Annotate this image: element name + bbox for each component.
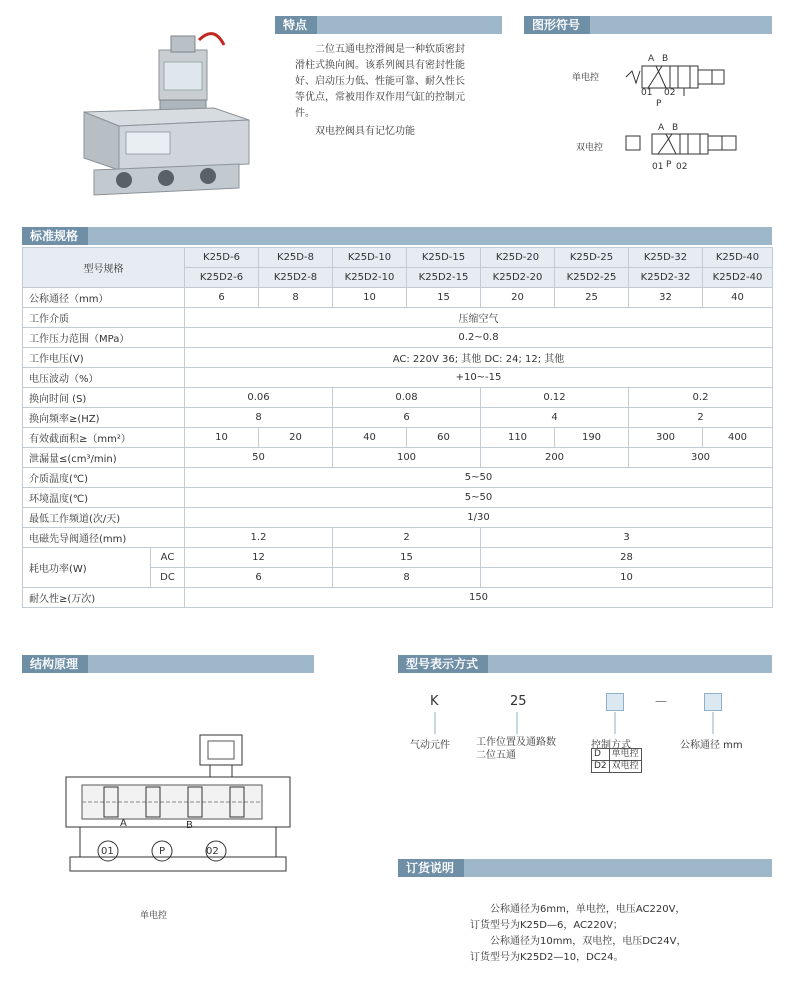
table-row bbox=[23, 508, 773, 528]
model-cell: K25D2-15 bbox=[407, 268, 481, 288]
table-cell: 6 bbox=[185, 568, 333, 588]
model-cell: K25D2-32 bbox=[629, 268, 703, 288]
features-header-bar bbox=[275, 16, 502, 34]
table-cell: 32 bbox=[629, 288, 703, 308]
table-cell: 0.06 bbox=[185, 388, 333, 408]
table-row bbox=[23, 248, 773, 268]
table-row bbox=[23, 308, 773, 328]
table-cell: 8 bbox=[333, 568, 481, 588]
spec-header-bar bbox=[22, 227, 772, 245]
row-label: 换向频率≥(HZ) bbox=[23, 408, 185, 428]
table-cell: 400 bbox=[703, 428, 773, 448]
table-cell: 4 bbox=[481, 408, 629, 428]
structure-caption: 单电控 bbox=[140, 911, 168, 921]
table-cell: 8 bbox=[259, 288, 333, 308]
model-cell: K25D2-8 bbox=[259, 268, 333, 288]
model-cell: K25D-6 bbox=[185, 248, 259, 268]
table-cell: 2 bbox=[629, 408, 773, 428]
row-label: 公称通径（mm） bbox=[23, 288, 185, 308]
table-cell: 15 bbox=[333, 548, 481, 568]
table-cell: 10 bbox=[481, 568, 773, 588]
features-text bbox=[295, 42, 505, 140]
single-port-b: B bbox=[662, 54, 669, 64]
row-label: 介质温度(℃) bbox=[23, 468, 185, 488]
model-cell: K25D-20 bbox=[481, 248, 555, 268]
row-label: 电磁先导阀通径(mm) bbox=[23, 528, 185, 548]
model-code-header-bar bbox=[398, 655, 772, 673]
table-cell: 8 bbox=[185, 408, 333, 428]
table-cell: 6 bbox=[185, 288, 259, 308]
order-line: 订货型号为K25D2—10，DC24。 bbox=[470, 952, 624, 963]
code-k: K bbox=[430, 694, 439, 709]
table-cell: 1/30 bbox=[185, 508, 773, 528]
table-cell: 0.2 bbox=[629, 388, 773, 408]
table-cell: 5~50 bbox=[185, 468, 773, 488]
table-row bbox=[23, 488, 773, 508]
row-label: 耐久性≥(万次) bbox=[23, 588, 185, 608]
spec-title: 标准规格 bbox=[22, 227, 88, 245]
model-label: 型号规格 bbox=[23, 248, 185, 288]
table-cell: +10~-15 bbox=[185, 368, 773, 388]
structure-header-bar bbox=[22, 655, 314, 673]
single-port-02: 02 bbox=[664, 88, 676, 98]
control-table bbox=[591, 748, 642, 773]
single-control-symbol bbox=[622, 52, 772, 110]
sub-label: AC bbox=[151, 548, 185, 568]
table-cell: 60 bbox=[407, 428, 481, 448]
table-row bbox=[23, 408, 773, 428]
table-row bbox=[592, 761, 642, 773]
valve-product-image bbox=[64, 20, 264, 200]
single-control-label: 单电控 bbox=[572, 73, 600, 83]
control-title: 控制方式 bbox=[591, 740, 631, 751]
code-dash: — bbox=[655, 694, 667, 708]
table-row bbox=[23, 388, 773, 408]
row-label: 耗电功率(W) bbox=[23, 548, 151, 588]
model-cell: K25D2-6 bbox=[185, 268, 259, 288]
table-row bbox=[23, 448, 773, 468]
table-row bbox=[23, 548, 773, 568]
structure-port-p: P bbox=[159, 846, 166, 857]
table-cell: 300 bbox=[629, 448, 773, 468]
table-cell: 6 bbox=[333, 408, 481, 428]
table-cell: 300 bbox=[629, 428, 703, 448]
double-port-b: B bbox=[672, 123, 679, 133]
control-code: D bbox=[592, 749, 610, 761]
table-cell: 5~50 bbox=[185, 488, 773, 508]
table-cell: 40 bbox=[703, 288, 773, 308]
double-control-symbol bbox=[622, 130, 772, 170]
model-cell: K25D2-40 bbox=[703, 268, 773, 288]
table-cell: 40 bbox=[333, 428, 407, 448]
row-label: 最低工作频道(次/天) bbox=[23, 508, 185, 528]
table-cell: AC: 220V 36; 其他 DC: 24; 12; 其他 bbox=[185, 348, 773, 368]
model-cell: K25D2-25 bbox=[555, 268, 629, 288]
double-port-a: A bbox=[658, 123, 665, 133]
model-cell: K25D-40 bbox=[703, 248, 773, 268]
table-cell: 15 bbox=[407, 288, 481, 308]
model-code-connectors bbox=[400, 712, 730, 738]
structure-title: 结构原理 bbox=[22, 655, 88, 673]
model-code-title: 型号表示方式 bbox=[398, 655, 488, 673]
features-line: 件。 bbox=[295, 108, 315, 119]
table-cell: 3 bbox=[481, 528, 773, 548]
table-cell: 200 bbox=[481, 448, 629, 468]
table-cell: 压缩空气 bbox=[185, 308, 773, 328]
row-label: 电压波动（%） bbox=[23, 368, 185, 388]
model-cell: K25D-25 bbox=[555, 248, 629, 268]
order-title: 订货说明 bbox=[398, 859, 464, 877]
table-cell: 10 bbox=[333, 288, 407, 308]
code-25: 25 bbox=[510, 694, 527, 709]
features-title: 特点 bbox=[275, 16, 317, 34]
structure-port-01: 01 bbox=[101, 846, 114, 857]
structure-port-a: A bbox=[120, 818, 127, 829]
code-25-desc-line2: 二位五通 bbox=[476, 750, 516, 761]
features-line: 好、启动压力低、性能可靠、耐久性长 bbox=[295, 76, 465, 87]
model-cell: K25D2-20 bbox=[481, 268, 555, 288]
table-cell: 110 bbox=[481, 428, 555, 448]
table-cell: 50 bbox=[185, 448, 333, 468]
features-line: 二位五通电控滑阀是一种软质密封 bbox=[315, 44, 465, 55]
structure-port-02: 02 bbox=[206, 846, 219, 857]
order-header-bar bbox=[398, 859, 772, 877]
row-label: 泄漏量≤(cm³/min) bbox=[23, 448, 185, 468]
row-label: 环境温度(℃) bbox=[23, 488, 185, 508]
control-code-box bbox=[606, 693, 624, 711]
table-cell: 190 bbox=[555, 428, 629, 448]
features-line: 等优点，常被用作双作用气缸的控制元 bbox=[295, 92, 465, 103]
bore-desc: 公称通径 mm bbox=[680, 740, 743, 751]
order-line: 公称通径为6mm，单电控，电压AC220V， bbox=[490, 904, 686, 915]
row-label: 换向时间 (S) bbox=[23, 388, 185, 408]
table-cell: 0.12 bbox=[481, 388, 629, 408]
control-desc: 双电控 bbox=[609, 761, 641, 773]
structure-drawing bbox=[60, 725, 300, 885]
double-port-01: 01 bbox=[652, 162, 664, 172]
table-cell: 20 bbox=[259, 428, 333, 448]
table-row bbox=[23, 588, 773, 608]
symbol-header-bar bbox=[524, 16, 772, 34]
features-line: 滑柱式换向阀。该系列阀具有密封性能 bbox=[295, 60, 465, 71]
table-row bbox=[23, 328, 773, 348]
table-cell: 0.08 bbox=[333, 388, 481, 408]
structure-port-b: B bbox=[186, 820, 193, 831]
single-port-01: 01 bbox=[641, 88, 653, 98]
row-label: 工作压力范围（MPa） bbox=[23, 328, 185, 348]
table-cell: 1.2 bbox=[185, 528, 333, 548]
table-cell: 100 bbox=[333, 448, 481, 468]
bore-code-box bbox=[704, 693, 722, 711]
code-25-desc-line1: 工作位置及通路数 bbox=[476, 737, 556, 748]
table-cell: 150 bbox=[185, 588, 773, 608]
table-cell: 2 bbox=[333, 528, 481, 548]
order-text bbox=[470, 902, 770, 966]
spec-table bbox=[22, 247, 773, 608]
order-line: 公称通径为10mm，双电控，电压DC24V， bbox=[490, 936, 687, 947]
control-code: D2 bbox=[592, 761, 610, 773]
table-row bbox=[23, 468, 773, 488]
model-cell: K25D-32 bbox=[629, 248, 703, 268]
single-port-p: P bbox=[656, 99, 662, 109]
table-cell: 0.2~0.8 bbox=[185, 328, 773, 348]
model-cell: K25D-15 bbox=[407, 248, 481, 268]
table-row bbox=[23, 528, 773, 548]
double-control-label: 双电控 bbox=[576, 143, 604, 153]
row-label: 工作电压(V) bbox=[23, 348, 185, 368]
table-cell: 20 bbox=[481, 288, 555, 308]
order-line: 订货型号为K25D—6，AC220V； bbox=[470, 920, 623, 931]
control-desc: 单电控 bbox=[609, 749, 641, 761]
code-k-desc: 气动元件 bbox=[410, 740, 450, 751]
sub-label: DC bbox=[151, 568, 185, 588]
row-label: 有效截面积≥（mm²） bbox=[23, 428, 185, 448]
double-port-p: P bbox=[666, 160, 672, 170]
table-cell: 12 bbox=[185, 548, 333, 568]
table-row bbox=[23, 348, 773, 368]
model-cell: K25D2-10 bbox=[333, 268, 407, 288]
model-cell: K25D-10 bbox=[333, 248, 407, 268]
features-line: 双电控阀具有记忆功能 bbox=[315, 126, 415, 137]
double-port-02: 02 bbox=[676, 162, 688, 172]
table-cell: 10 bbox=[185, 428, 259, 448]
table-row bbox=[23, 288, 773, 308]
symbol-title: 图形符号 bbox=[524, 16, 590, 34]
table-row bbox=[23, 428, 773, 448]
single-port-a: A bbox=[648, 54, 655, 64]
code-25-desc bbox=[476, 736, 556, 762]
model-cell: K25D-8 bbox=[259, 248, 333, 268]
row-label: 工作介质 bbox=[23, 308, 185, 328]
table-cell: 25 bbox=[555, 288, 629, 308]
table-cell: 28 bbox=[481, 548, 773, 568]
table-row bbox=[592, 749, 642, 761]
table-row bbox=[23, 368, 773, 388]
